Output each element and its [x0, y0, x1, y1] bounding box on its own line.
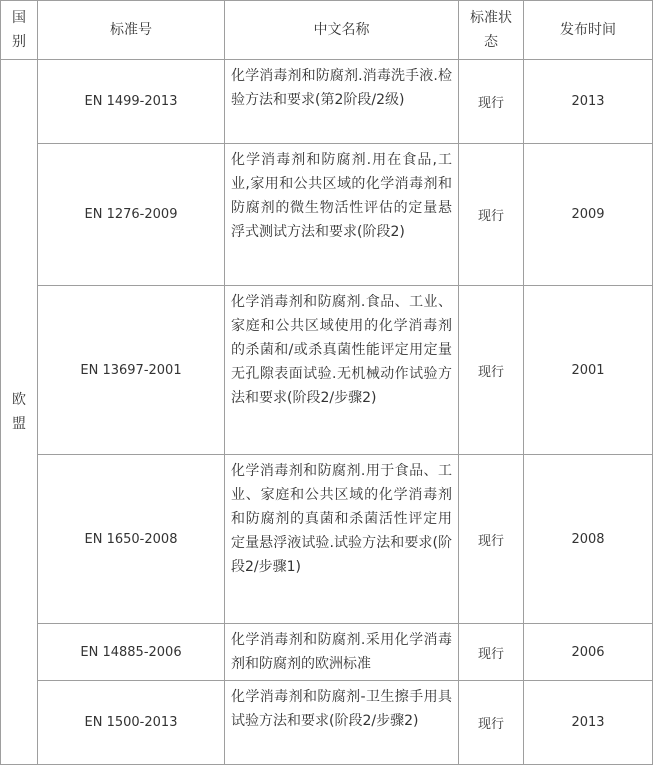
- status-cell: 现行: [459, 286, 524, 455]
- chinese-name-cell: 化学消毒剂和防腐剂.用在食品,工业,家用和公共区域的化学消毒剂和防腐剂的微生物活性评估的定量悬浮式测试方法和要求(阶段2): [225, 144, 459, 286]
- status-cell: 现行: [459, 681, 524, 765]
- chinese-name-cell: 化学消毒剂和防腐剂-卫生擦手用具 试验方法和要求(阶段2/步骤2): [225, 681, 459, 765]
- status-cell: 现行: [459, 455, 524, 624]
- status-cell: 现行: [459, 624, 524, 681]
- header-status: 标准状态: [459, 1, 524, 60]
- table-header: [1, 1, 653, 60]
- table-row: [1, 681, 653, 765]
- standard-no-cell: EN 1276-2009: [38, 144, 225, 286]
- table-row: [1, 624, 653, 681]
- standard-no-cell: EN 1650-2008: [38, 455, 225, 624]
- table-row: [1, 60, 653, 144]
- chinese-name-cell: 化学消毒剂和防腐剂.采用化学消毒剂和防腐剂的欧洲标准: [225, 624, 459, 681]
- publish-time-cell: 2008: [524, 455, 653, 624]
- header-country: 国别: [1, 1, 38, 60]
- table-body: [1, 60, 653, 765]
- standard-no-cell: EN 1500-2013: [38, 681, 225, 765]
- publish-time-cell: 2013: [524, 681, 653, 765]
- publish-time-cell: 2006: [524, 624, 653, 681]
- standard-no-cell: EN 14885-2006: [38, 624, 225, 681]
- region-cell: 欧盟: [1, 60, 38, 765]
- header-chinese-name: 中文名称: [225, 1, 459, 60]
- chinese-name-cell: 化学消毒剂和防腐剂.食品、工业、家庭和公共区域使用的化学消毒剂的杀菌和/或杀真菌性能评定用定量无孔隙表面试验.无机械动作试验方法和要求(阶段2/步骤2): [225, 286, 459, 455]
- chinese-name-cell: 化学消毒剂和防腐剂.消毒洗手液.检验方法和要求(第2阶段/2级): [225, 60, 459, 144]
- publish-time-cell: 2013: [524, 60, 653, 144]
- header-publish-time: 发布时间: [524, 1, 653, 60]
- standard-no-cell: EN 13697-2001: [38, 286, 225, 455]
- publish-time-cell: 2009: [524, 144, 653, 286]
- table-row: [1, 144, 653, 286]
- header-standard-no: 标准号: [38, 1, 225, 60]
- publish-time-cell: 2001: [524, 286, 653, 455]
- header-row: [1, 1, 653, 60]
- table-row: [1, 286, 653, 455]
- standard-no-cell: EN 1499-2013: [38, 60, 225, 144]
- status-cell: 现行: [459, 60, 524, 144]
- table-row: [1, 455, 653, 624]
- chinese-name-cell: 化学消毒剂和防腐剂.用于食品、工业、家庭和公共区域的化学消毒剂和防腐剂的真菌和杀菌活性评定用定量悬浮液试验.试验方法和要求(阶段2/步骤1): [225, 455, 459, 624]
- status-cell: 现行: [459, 144, 524, 286]
